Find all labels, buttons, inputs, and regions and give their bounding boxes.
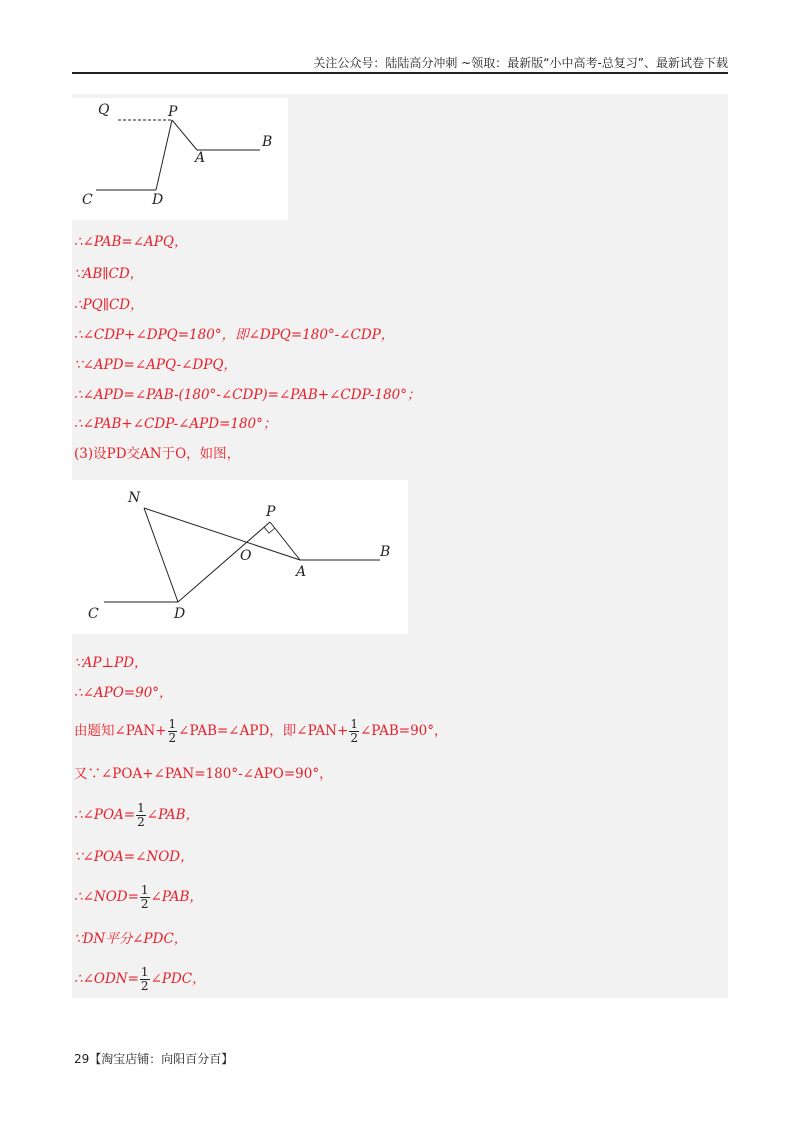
- fraction-numerator: 1: [137, 801, 145, 815]
- label-D: D: [174, 606, 186, 622]
- label-N: N: [128, 490, 141, 506]
- label-Q: Q: [98, 102, 110, 118]
- label-D: D: [152, 192, 164, 208]
- label-B: B: [262, 134, 273, 150]
- fraction-half: [140, 884, 150, 911]
- label-A: A: [296, 564, 307, 580]
- line-PD: [156, 120, 172, 190]
- line-PA: [270, 522, 300, 560]
- label-C: C: [88, 606, 99, 622]
- header-divider: [72, 72, 728, 74]
- label-B: B: [380, 544, 391, 560]
- fraction-numerator: 1: [140, 965, 149, 979]
- solution-line-11-part-c: ∠PAB=90°，: [359, 723, 448, 739]
- solution-line-9: ∵AP⊥PD，: [74, 655, 148, 671]
- solution-line-17-part-b: ∠PDC，: [150, 971, 206, 987]
- fraction-denominator: 2: [350, 731, 358, 745]
- solution-line-16: ∵DN平分∠PDC，: [74, 931, 188, 947]
- solution-line-15: [74, 882, 203, 912]
- solution-line-11-part-b: ∠PAB=∠APD，即∠PAN+: [178, 723, 349, 739]
- solution-line-10: ∴∠APO=90°，: [74, 685, 173, 701]
- line-ND: [144, 508, 178, 602]
- solution-line-8: (3)设PD交AN于O，如图，: [74, 446, 241, 462]
- solution-line-11: [74, 716, 448, 746]
- label-P: P: [266, 504, 276, 520]
- solution-line-4: ∴∠CDP+∠DPQ=180°，即∠DPQ=180°-∠CDP，: [74, 327, 395, 343]
- solution-line-13-part-b: ∠PAB，: [146, 807, 200, 823]
- label-A: A: [195, 150, 206, 166]
- fraction-half: [168, 718, 178, 745]
- fraction-denominator: 2: [140, 979, 149, 993]
- label-O: O: [240, 548, 252, 564]
- solution-line-15-part-a: ∴∠NOD=: [74, 889, 139, 905]
- fraction-half: [140, 966, 150, 993]
- line-DP: [178, 522, 270, 602]
- page-header: 关注公众号：陆陆高分冲刺 ~领取：最新版“小中高考-总复习”、最新试卷下载: [313, 56, 728, 70]
- label-C: C: [82, 192, 93, 208]
- solution-line-7: ∴∠PAB+∠CDP-∠APD=180°；: [74, 416, 277, 432]
- label-P: P: [168, 104, 178, 120]
- solution-line-2: ∵AB∥CD，: [74, 266, 144, 282]
- figure-1-diagram: [72, 98, 288, 220]
- fraction-numerator: 1: [350, 717, 358, 731]
- solution-line-12: 又∵∠POA+∠PAN=180°-∠APO=90°，: [74, 766, 333, 782]
- line-PA: [172, 120, 197, 150]
- fraction-half: [136, 802, 146, 829]
- figure-2-diagram: [72, 480, 408, 634]
- solution-line-17-part-a: ∴∠ODN=: [74, 971, 139, 987]
- fraction-half: [349, 718, 359, 745]
- line-NA: [144, 508, 300, 560]
- page-footer: 29【淘宝店铺：向阳百分百】: [74, 1052, 234, 1066]
- solution-line-13: [74, 800, 199, 830]
- solution-line-1: ∴∠PAB=∠APQ，: [74, 234, 188, 250]
- fraction-numerator: 1: [168, 717, 177, 731]
- fraction-denominator: 2: [168, 731, 177, 745]
- solution-line-3: ∴PQ∥CD，: [74, 297, 144, 313]
- fraction-denominator: 2: [137, 815, 145, 829]
- solution-line-17: [74, 964, 206, 994]
- solution-line-6: ∴∠APD=∠PAB-(180°-∠CDP)=∠PAB+∠CDP-180°；: [74, 387, 421, 403]
- solution-line-13-part-a: ∴∠POA=: [74, 807, 136, 823]
- right-angle-mark: [264, 527, 275, 533]
- solution-line-11-part-a: 由题知∠PAN+: [74, 723, 167, 739]
- fraction-denominator: 2: [140, 897, 149, 911]
- figure-1: [72, 98, 288, 220]
- solution-line-15-part-b: ∠PAB，: [150, 889, 203, 905]
- figure-2: [72, 480, 408, 634]
- fraction-numerator: 1: [140, 883, 149, 897]
- solution-line-14: ∵∠POA=∠NOD，: [74, 849, 194, 865]
- solution-line-5: ∵∠APD=∠APQ-∠DPQ，: [74, 357, 237, 373]
